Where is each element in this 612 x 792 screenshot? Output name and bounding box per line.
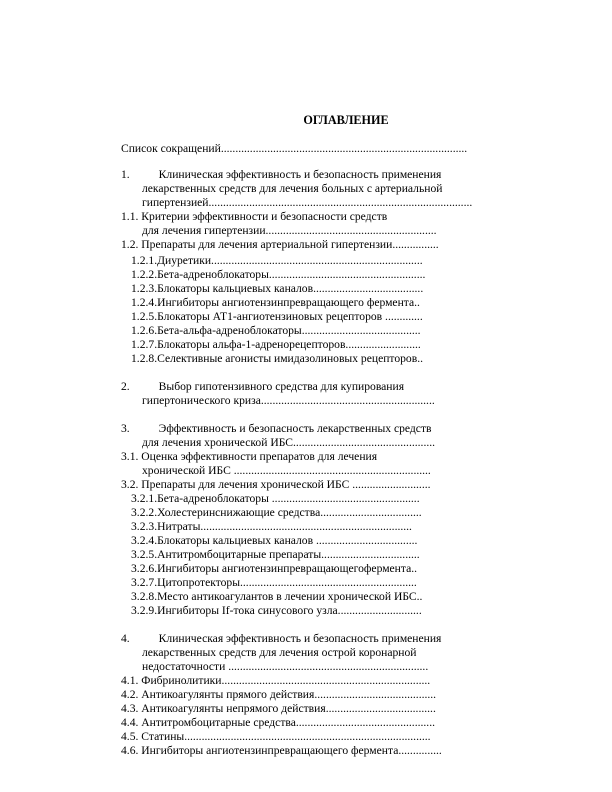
toc-entry-1-2-6: 1.2.6.Бета-альфа-адреноблокаторы......................................... bbox=[131, 324, 421, 337]
toc-entry-1-cont: лекарственных средств для лечения больных с артериальной bbox=[142, 182, 443, 195]
toc-entry-4-3: 4.3. Антикоагулянты непрямого действия...................................... bbox=[121, 702, 436, 715]
toc-entry-4-4: 4.4. Антитромбоцитарные средства................................................ bbox=[121, 716, 435, 729]
page-title: ОГЛАВЛЕНИЕ bbox=[303, 113, 389, 127]
toc-entry-3-2-1: 3.2.1.Бета-адреноблокаторы ................................................... bbox=[131, 492, 420, 505]
toc-entry-2: 2. Выбор гипотензивного средства для купирования bbox=[121, 380, 405, 393]
toc-entry-4-cont: лекарственных средств для лечения острой коронарной bbox=[142, 646, 417, 659]
toc-entry-1: 1. Клиническая эффективность и безопасность применения bbox=[121, 168, 442, 181]
toc-entry-1-2-5: 1.2.5.Блокаторы АТ1-ангиотензиновых рецепторов ............. bbox=[131, 310, 423, 323]
toc-abbreviations: Список сокращений..................................................................................... bbox=[121, 142, 468, 155]
toc-entry-1-2-1: 1.2.1.Диуретики......................................................................... bbox=[131, 254, 423, 267]
toc-entry-1-2-4: 1.2.4.Ингибиторы ангиотензинпревращающего фермента.. bbox=[131, 296, 420, 309]
toc-entry-1-2-2: 1.2.2.Бета-адреноблокаторы...................................................... bbox=[131, 268, 426, 281]
toc-entry-3-2-8: 3.2.8.Место антикоагулантов в лечении хронической ИБС.. bbox=[131, 590, 423, 603]
toc-entry-3-2-3: 3.2.3.Нитраты......................................................................... bbox=[131, 520, 412, 533]
toc-entry-4-5: 4.5. Статины..................................................................................... bbox=[121, 730, 431, 743]
toc-entry-3: 3. Эффективность и безопасность лекарственных средств bbox=[121, 422, 432, 435]
toc-entry-3-1: 3.1. Оценка эффективности препаратов для лечения bbox=[121, 450, 378, 463]
toc-entry-1-2-8: 1.2.8.Селективные агонисты имидазолиновых рецепторов.. bbox=[131, 352, 423, 365]
toc-entry-3-2-9: 3.2.9.Ингибиторы If-тока синусового узла............................. bbox=[131, 604, 422, 617]
toc-entry-3-cont: для лечения хронической ИБС................................................. bbox=[142, 436, 436, 449]
toc-entry-1-2-7: 1.2.7.Блокаторы альфа-1-адренорецепторов.......................... bbox=[131, 338, 421, 351]
toc-entry-1-2-3: 1.2.3.Блокаторы кальциевых каналов...................................... bbox=[131, 282, 424, 295]
toc-entry-3-2-6: 3.2.6.Ингибиторы ангиотензинпревращающегофермента.. bbox=[131, 562, 418, 575]
toc-entry-4-cont: недостаточности ..................................................................... bbox=[142, 660, 429, 673]
toc-entry-2-cont: гипертонического криза............................................................ bbox=[142, 394, 435, 407]
toc-entry-4-6: 4.6. Ингибиторы ангиотензинпревращающего фермента............... bbox=[121, 744, 442, 757]
toc-entry-1-1: 1.1. Критерии эффективности и безопасности средств bbox=[121, 210, 388, 223]
toc-entry-3-2-7: 3.2.7.Цитопротекторы............................................................. bbox=[131, 576, 417, 589]
toc-entry-1-2: 1.2. Препараты для лечения артериальной гипертензии................ bbox=[121, 238, 439, 251]
toc-entry-4-2: 4.2. Антикоагулянты прямого действия.......................................... bbox=[121, 688, 437, 701]
toc-entry-1-cont: гипертензией........................................................................................... bbox=[142, 196, 473, 209]
toc-entry-4: 4. Клиническая эффективность и безопасность применения bbox=[121, 632, 442, 645]
toc-entry-1-1-cont: для лечения гипертензии........................................................... bbox=[142, 224, 437, 237]
toc-entry-4-1: 4.1. Фибринолитики........................................................................ bbox=[121, 674, 431, 687]
toc-entry-3-2-4: 3.2.4.Блокаторы кальциевых каналов ................................... bbox=[131, 534, 418, 547]
toc-entry-3-1-cont: хронической ИБС .................................................................... bbox=[142, 464, 431, 477]
toc-entry-3-2: 3.2. Препараты для лечения хронической ИБС ........................... bbox=[121, 478, 431, 491]
toc-entry-3-2-5: 3.2.5.Антитромбоцитарные препараты.................................. bbox=[131, 548, 420, 561]
toc-entry-3-2-2: 3.2.2.Холестеринснижающие средства................................... bbox=[131, 506, 422, 519]
